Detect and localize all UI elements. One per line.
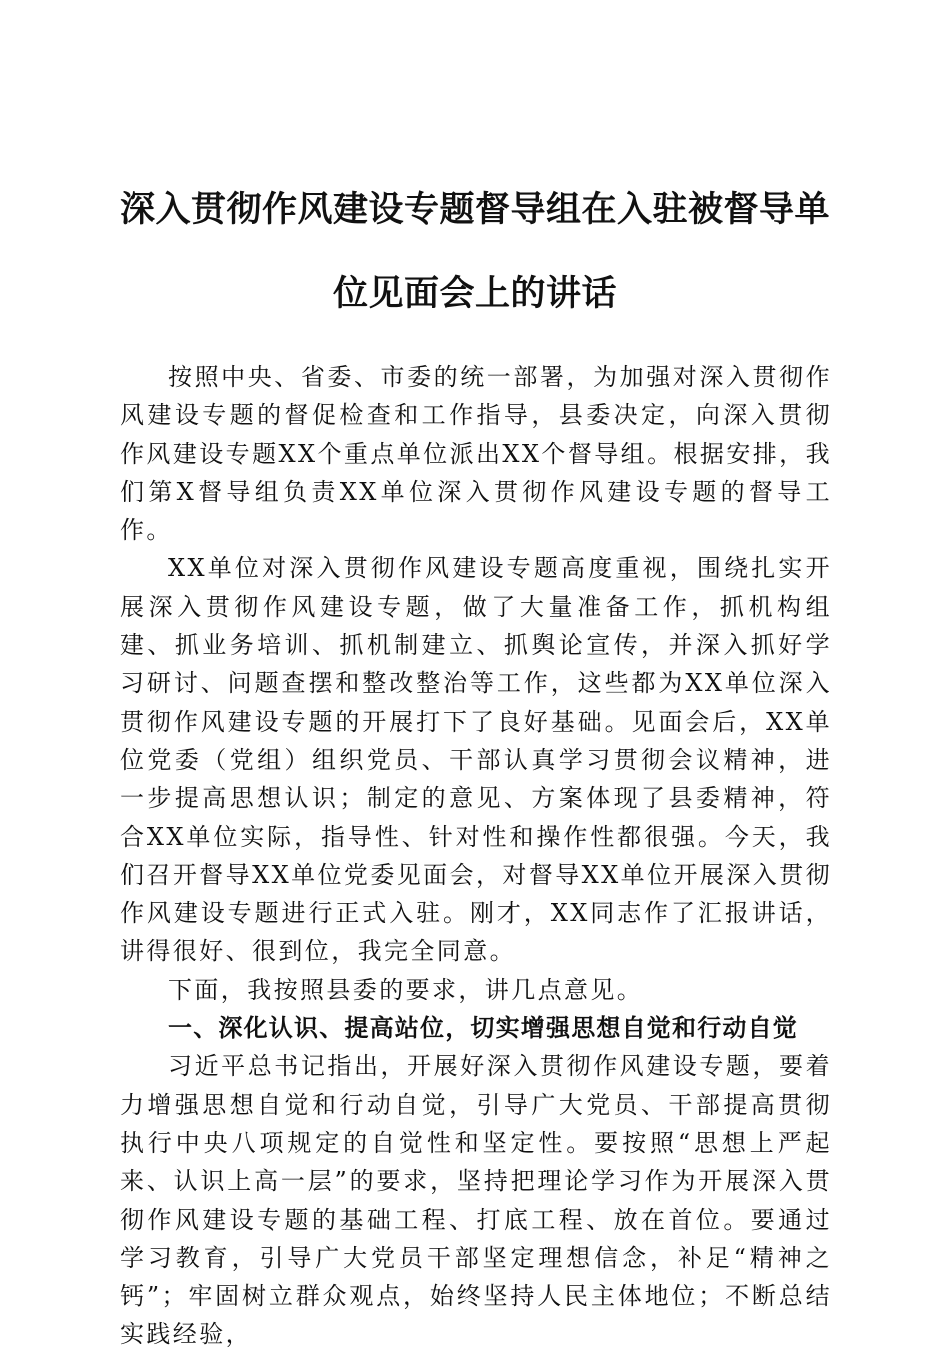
paragraph-transition: 下面，我按照县委的要求，讲几点意见。: [168, 975, 644, 1004]
paragraph-section-one: 习近平总书记指出，开展好深入贯彻作风建设专题，要着力增强思想自觉和行动自觉，引导广大党员、干部提高贯彻执行中央八项规定的自觉性和坚定性。要按照“思想上严起来、认识上高一层”的要求，坚持把理论学习作为开展深入贯彻作风建设专题的基础工程、打底工程、放在首位。要通过学习教育，引导广大党员干部坚定理想信念，补足“精神之钙”；牢固树立群众观点，始终坚持人民主体地位；不断总结实践经验，: [120, 1052, 832, 1349]
document-body: [120, 358, 832, 1354]
paragraph-intro: 按照中央、省委、市委的统一部署，为加强对深入贯彻作风建设专题的督促检查和工作指导，县委决定，向深入贯彻作风建设专题XX个重点单位派出XX个督导组。根据安排，我们第X督导组负责XX单位深入贯彻作风建设专题的督导工作。: [120, 363, 832, 545]
paragraph-unit-overview: XX单位对深入贯彻作风建设专题高度重视，围绕扎实开展深入贯彻作风建设专题，做了大量准备工作，抓机构组建、抓业务培训、抓机制建立、抓舆论宣传，并深入抓好学习研讨、问题查摆和整改整治等工作，这些都为XX单位深入贯彻作风建设专题的开展打下了良好基础。见面会后，XX单位党委（党组）组织党员、干部认真学习贯彻会议精神，进一步提高思想认识；制定的意见、方案体现了县委精神，符合XX单位实际，指导性、针对性和操作性都很强。今天，我们召开督导XX单位党委见面会，对督导XX单位开展深入贯彻作风建设专题进行正式入驻。刚才，XX同志作了汇报讲话，讲得很好、很到位，我完全同意。: [120, 554, 832, 966]
document-title: 深入贯彻作风建设专题督导组在入驻被督导单位见面会上的讲话: [119, 189, 830, 314]
section-heading: 一、深化认识、提高站位，切实增强思想自觉和行动自觉: [168, 1013, 798, 1043]
